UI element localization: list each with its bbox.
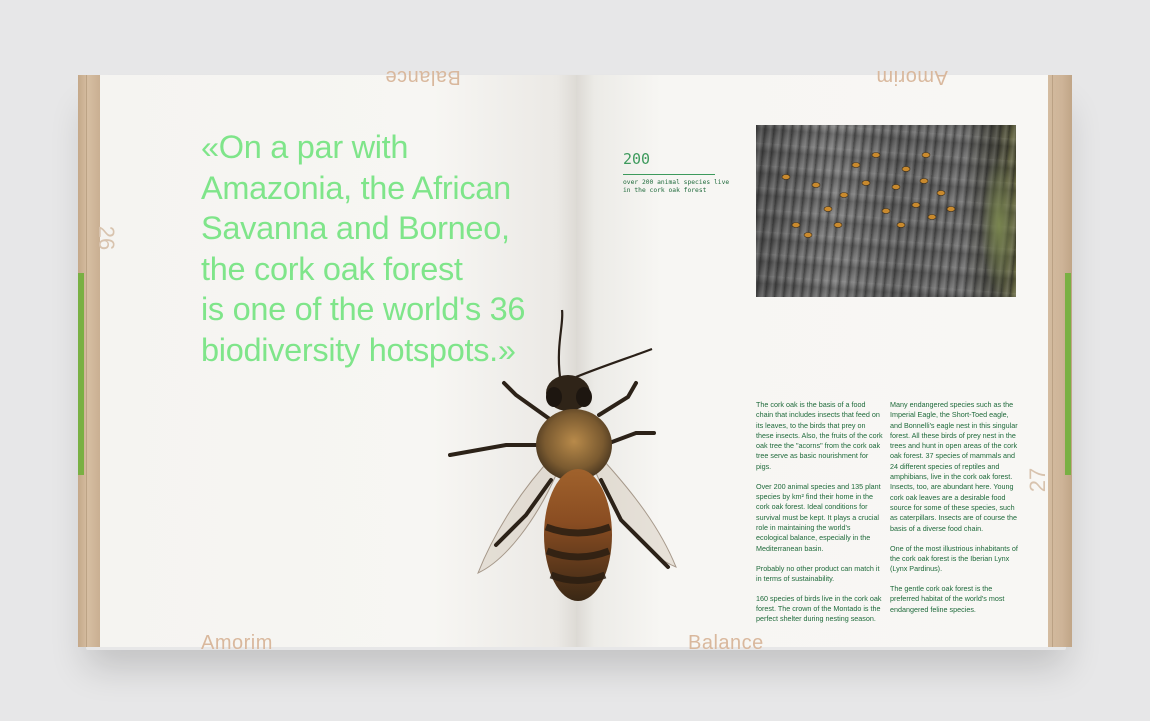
paragraph: Probably no other product can match it in terms of sustainability. <box>756 563 880 583</box>
bee-swarm-illustration <box>756 125 1016 297</box>
quote-line: is one of the world's 36 <box>201 291 526 327</box>
running-head-top: Balance <box>385 66 461 88</box>
quote-line: biodiversity hotspots.» <box>201 331 516 368</box>
running-head-bottom: Amorim <box>201 632 273 654</box>
cover-edge-line <box>1052 75 1053 647</box>
body-column-right <box>890 400 1020 625</box>
page-number: 26 <box>94 225 120 251</box>
bees-on-cork-bark-photo <box>756 125 1016 297</box>
green-spine-bar-right <box>1065 273 1071 475</box>
body-column-left <box>756 400 884 634</box>
paragraph: The gentle cork oak forest is the preferred habitat of the world's most endangered feline species. <box>890 584 1005 614</box>
book-cover-left-edge <box>78 75 100 647</box>
quote-line: the cork oak forest <box>201 250 463 287</box>
book-cover-right-edge <box>1048 75 1072 647</box>
paragraph: 160 species of birds live in the cork oak forest. The crown of the Montado is the perfect shelter during nesting season. <box>756 593 882 624</box>
paragraph: One of the most illustrious inhabitants of the cork oak forest is the Iberian Lynx (Lynx Pardinus). <box>890 543 1018 574</box>
running-head-bottom: Balance <box>688 632 764 654</box>
paragraph: The cork oak is the basis of a food chain that includes insects that feed on its leaves, to the birds that prey on these insects. Also, the fruits of the cork oak tree the "acorns" from the cork oak tree serve as basic nourishment for pigs. <box>756 400 883 471</box>
cover-edge-line <box>86 75 87 647</box>
stat-caption: over 200 animal species live in the cork oak forest <box>623 179 730 194</box>
running-head-top: Amorim <box>876 66 948 88</box>
quote-line: «On a par with <box>201 129 409 165</box>
stat-divider <box>623 174 715 175</box>
paragraph: Over 200 animal species and 135 plant species by km² find their home in the cork oak forest. Ideal conditions for survival must be kept. It plays a crucial role in maintaining the world's ecological balance, especially in the Mediterranean basin. <box>756 481 881 553</box>
page-number: 27 <box>1025 467 1051 493</box>
bee-illustration <box>436 305 686 605</box>
quote-line: Savanna and Borneo, <box>201 210 510 246</box>
stat-number: 200 <box>623 150 651 168</box>
green-spine-bar-left <box>78 273 84 475</box>
quote-line: Amazonia, the African <box>201 169 511 206</box>
paragraph: Many endangered species such as the Imperial Eagle, the Short-Toed eagle, and Bonnelli's eagle nest in this singular forest. All these birds of prey nest in the trees and hunt in open areas of the cork oak forest. 37 species of mammals and 24 different species of reptiles and amphibians, live in the cork oak forest. Insects, too, are abundant here. Young cork oak leaves are a desirable food source for some of these species, such as caterpillars. Insects are of course the basis of a diverse food chain. <box>890 400 1018 533</box>
